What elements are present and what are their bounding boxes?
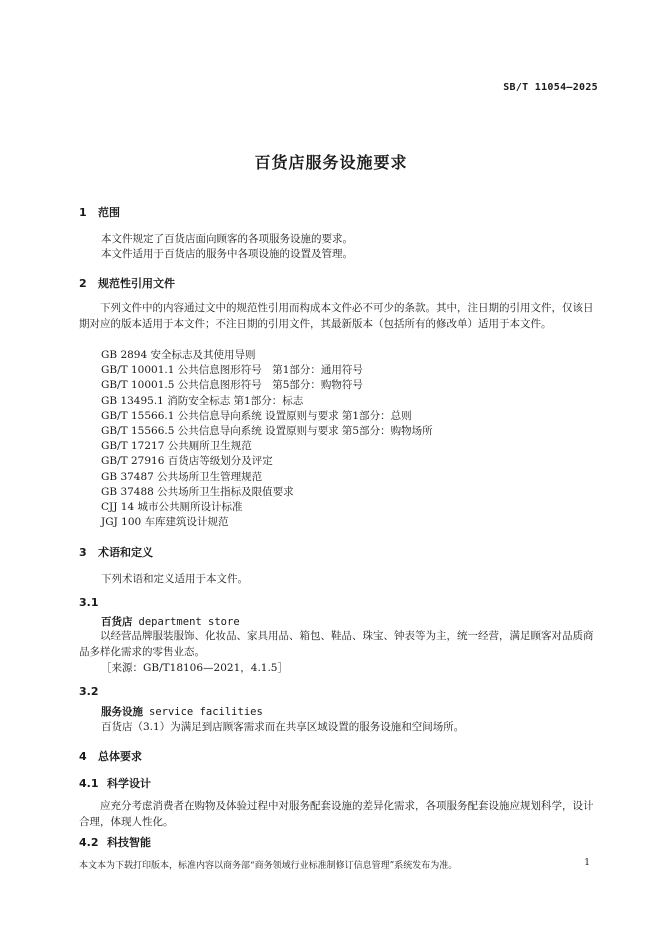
term-english: service facilities (149, 706, 263, 718)
reference-item: GB/T 15566.5 公共信息导向系统 设置原则与要求 第5部分：购物场所 (101, 425, 433, 438)
section-title: 总体要求 (98, 750, 142, 763)
reference-item: GB 37488 公共场所卫生指标及限值要求 (101, 485, 294, 498)
reference-item: GB/T 10001.1 公共信息图形符号 第1部分：通用符号 (101, 364, 363, 377)
section-1-heading (79, 204, 120, 220)
section-number: 3 (79, 546, 87, 559)
page-number: 1 (584, 858, 590, 868)
term-english: department store (138, 616, 240, 628)
term-entry (101, 704, 263, 719)
paragraph: 本文件适用于百货店的服务中各项设施的设置及管理。 (101, 248, 353, 260)
section-title: 范围 (98, 206, 120, 219)
paragraph: 下列术语和定义适用于本文件。 (101, 573, 248, 585)
section-2-heading (79, 275, 175, 291)
clause-4-1-heading (79, 775, 151, 791)
reference-item: CJJ 14 城市公共厕所设计标准 (101, 501, 243, 514)
clause-number: 3.2 (79, 685, 99, 698)
term-definition: 百货店（3.1）为满足到店顾客需求而在共享区域设置的服务设施和空间场所。 (101, 721, 465, 733)
section-title: 规范性引用文件 (98, 277, 175, 290)
term-chinese: 百货店 (101, 616, 133, 628)
section-number: 2 (79, 277, 87, 290)
clause-number: 4.1 (79, 777, 99, 790)
clause-title: 科技智能 (107, 836, 151, 849)
reference-item: GB 13495.1 消防安全标志 第1部分：标志 (101, 394, 304, 407)
section-number: 4 (79, 750, 87, 763)
reference-item: GB/T 17217 公共厕所卫生规范 (101, 440, 252, 453)
term-source: ［来源：GB/T18106—2021，4.1.5］ (101, 662, 288, 674)
term-definition: 以经营品牌服装服饰、化妆品、家具用品、箱包、鞋品、珠宝、钟表等为主，统一经营，满足顾客对品质商品多样化需求的零售业态。 (79, 630, 594, 658)
section-4-heading (79, 748, 142, 764)
section-title: 术语和定义 (98, 546, 153, 559)
reference-item: JGJ 100 车库建筑设计规范 (101, 516, 229, 529)
clause-number: 3.1 (79, 596, 99, 609)
reference-item: GB/T 10001.5 公共信息图形符号 第5部分：购物符号 (101, 379, 363, 392)
section-number: 1 (79, 206, 87, 219)
reference-list (101, 348, 433, 530)
paragraph: 下列文件中的内容通过文中的规范性引用而构成本文件必不可少的条款。其中，注日期的引用文件，仅该日期对应的版本适用于本文件；不注日期的引用文件，其最新版本（包括所有的修改单）适用于本文件。 (79, 302, 594, 330)
clause-4-2-heading (79, 834, 151, 850)
reference-item: GB 2894 安全标志及其使用导则 (101, 349, 256, 361)
section-3-heading (79, 544, 153, 560)
reference-item: GB/T 15566.1 公共信息导向系统 设置原则与要求 第1部分：总则 (101, 409, 412, 422)
reference-item: GB 37487 公共场所卫生管理规范 (101, 470, 263, 483)
term-entry (101, 614, 240, 629)
term-chinese: 服务设施 (101, 706, 143, 718)
paragraph: 应充分考虑消费者在购物及体验过程中对服务配套设施的差异化需求，各项服务配套设施应规划科学，设计合理，体现人性化。 (79, 800, 594, 828)
document-title: 百货店服务设施要求 (254, 153, 408, 172)
reference-item: GB/T 27916 百货店等级划分及评定 (101, 455, 273, 468)
clause-title: 科学设计 (107, 777, 151, 790)
paragraph: 本文件规定了百货店面向顾客的各项服务设施的要求。 (101, 233, 353, 245)
footer-note: 本文本为下载打印版本，标准内容以商务部“商务领域行业标准制修订信息管理”系统发布为准。 (79, 861, 458, 871)
document-code: SB/T 11054—2025 (503, 82, 598, 93)
clause-number: 4.2 (79, 836, 99, 849)
